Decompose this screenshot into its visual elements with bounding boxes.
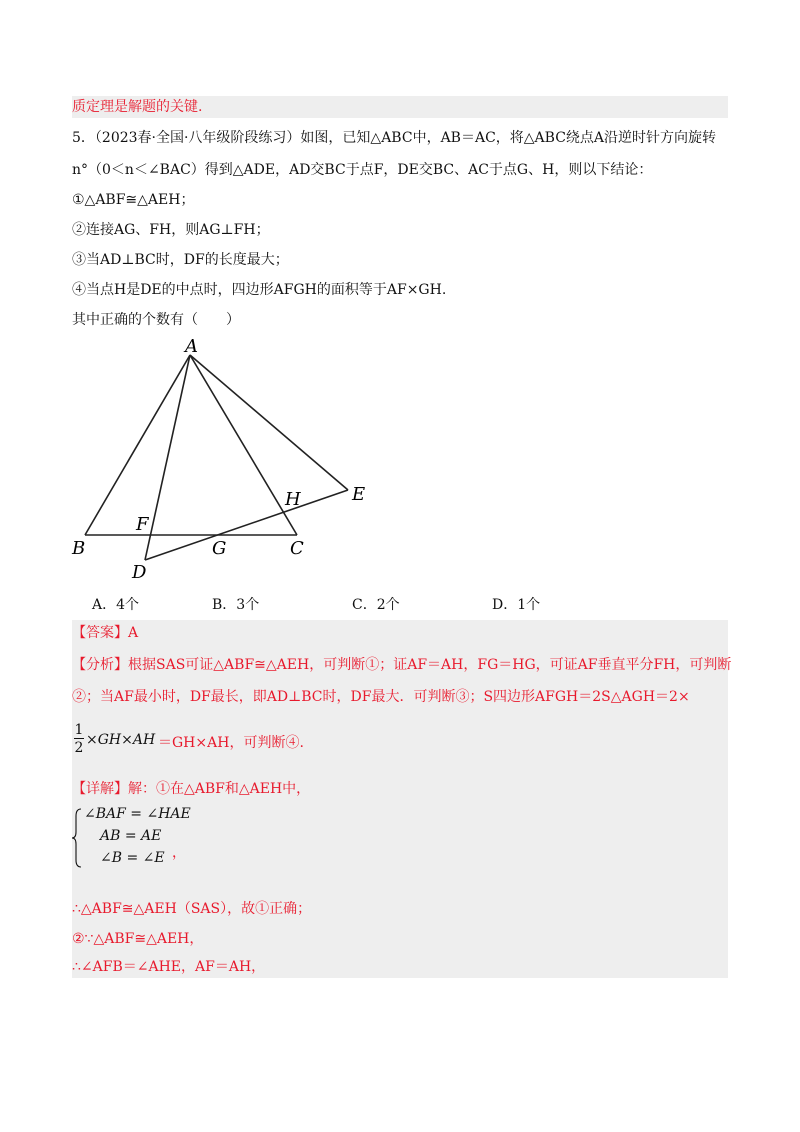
- question-line-2: n°（0＜n＜∠BAC）得到△ADE，AD交BC于点F，DE交BC、AC于点G、H，则以下结论：: [72, 162, 653, 178]
- question-line-1: 5．（2023春·全国·八年级阶段练习）如图，已知△ABC中，AB＝AC，将△ABC绕点A沿逆时针方向旋转: [72, 130, 717, 146]
- system-eq-3: ∠B = ∠E: [100, 850, 165, 866]
- system-eq-1: ∠BAF = ∠HAE: [84, 806, 191, 822]
- question-item-4: ④当点H是DE的中点时，四边形AFGH的面积等于AF×GH.: [72, 282, 447, 298]
- question-prompt: 其中正确的个数有（ ）: [72, 312, 240, 328]
- detail-line-1: 【详解】解：①在△ABF和△AEH中，: [72, 781, 311, 797]
- label-H: H: [285, 489, 301, 510]
- question-item-1: ①△ABF≅△AEH；: [72, 192, 195, 208]
- segment-DE: [145, 490, 348, 560]
- question-item-3: ③当AD⊥BC时，DF的长度最大；: [72, 252, 289, 268]
- left-brace-icon: [72, 808, 82, 868]
- option-c[interactable]: C．2个: [352, 597, 400, 613]
- label-B: B: [72, 538, 86, 559]
- label-D: D: [132, 562, 147, 583]
- answer-line: 【答案】A: [72, 625, 139, 641]
- top-note: 质定理是解题的关键.: [72, 99, 203, 115]
- analysis-line-2: ②；当AF最小时，DF最长，即AD⊥BC时，DF最大．可判断③；S四边形AFGH＝2S△AGH＝2×: [72, 689, 690, 705]
- option-d[interactable]: D．1个: [492, 597, 541, 613]
- analysis-line-3-text: ＝GH×AH，可判断④.: [158, 735, 304, 751]
- fraction-denominator: 2: [74, 740, 84, 756]
- segment-AB: [85, 355, 190, 535]
- segment-AD: [145, 355, 190, 560]
- system-comma: ，: [172, 845, 186, 861]
- question-item-2: ②连接AG、FH，则AG⊥FH；: [72, 222, 270, 238]
- detail-line-2: ∴△ABF≅△AEH（SAS），故①正确；: [72, 901, 312, 917]
- label-A: A: [185, 336, 198, 357]
- analysis-line-1: 【分析】根据SAS可证△ABF≅△AEH，可判断①；证AF＝AH，FG＝HG，可证AF垂直平分FH，可判断: [72, 657, 732, 673]
- system-eq-2: AB = AE: [100, 828, 162, 844]
- segment-AE: [190, 355, 348, 490]
- label-G: G: [212, 538, 227, 559]
- label-C: C: [290, 538, 304, 559]
- option-b[interactable]: B．3个: [212, 597, 260, 613]
- label-E: E: [352, 484, 366, 505]
- detail-line-3: ②∵△ABF≅△AEH，: [72, 931, 204, 947]
- fraction: [74, 722, 84, 757]
- detail-line-4: ∴∠AFB＝∠AHE，AF＝AH，: [72, 959, 266, 975]
- segment-AC: [190, 355, 297, 535]
- option-a[interactable]: A．4个: [92, 597, 140, 613]
- fraction-product: ×GH×AH: [86, 732, 156, 748]
- label-F: F: [136, 514, 149, 535]
- fraction-numerator: 1: [74, 722, 84, 738]
